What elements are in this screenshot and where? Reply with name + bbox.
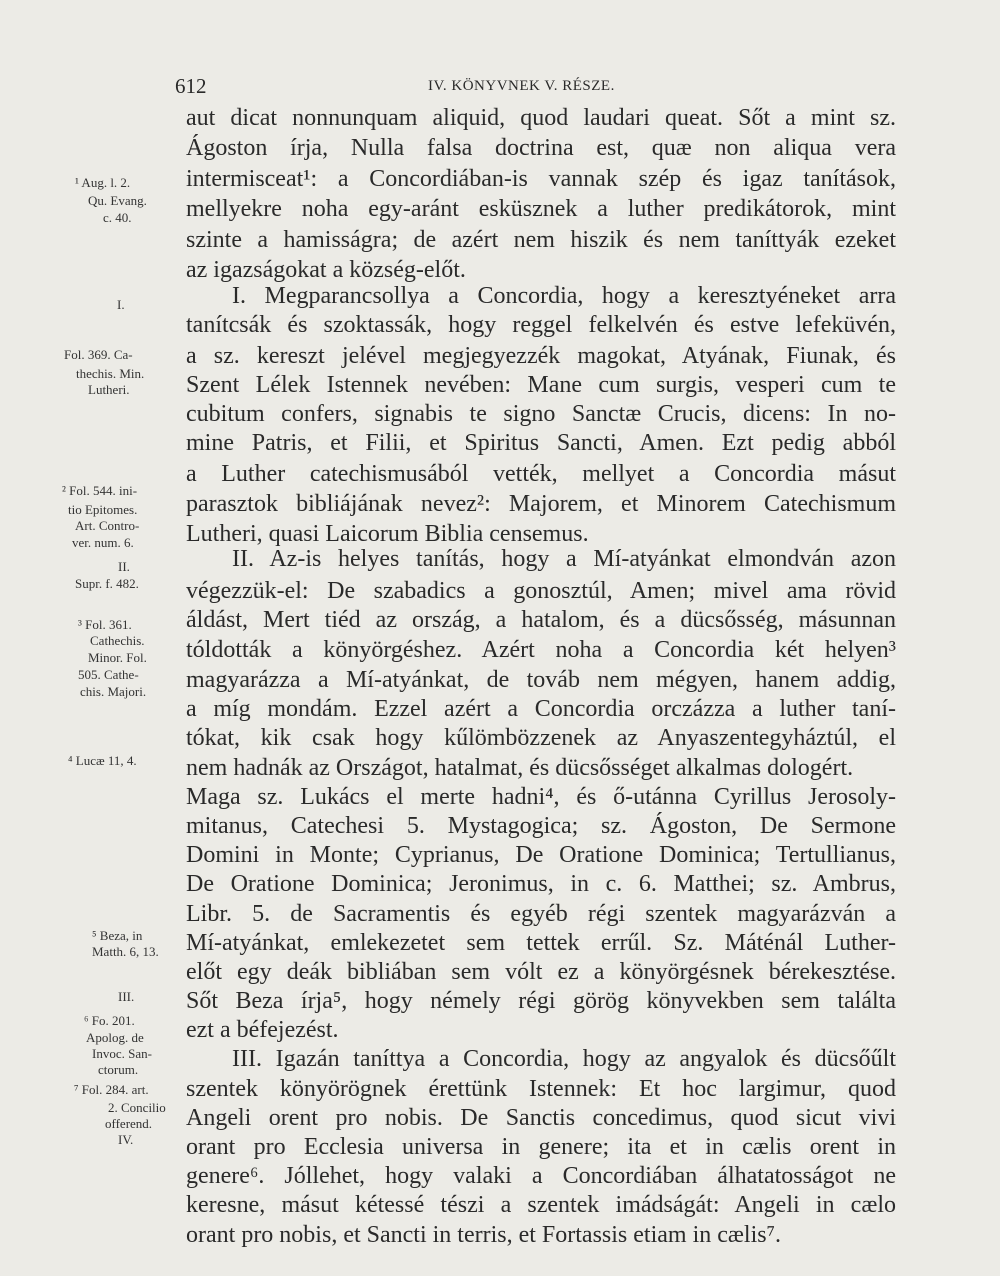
text-line-content: áldást, Mert tiéd az ország, a hatalom, és a dücsősség, másunnan [186, 607, 896, 633]
text-line [0, 898, 1000, 930]
text-line [0, 309, 1000, 341]
text-line [0, 398, 1000, 430]
text-line [0, 1014, 1000, 1046]
margin-note: ⁶ Fo. 201. [84, 1013, 135, 1028]
text-line-content: orant pro Ecclesia universa in genere; ita et in cælis orent in [186, 1134, 896, 1160]
text-line-content: ezt a béfejezést. [186, 1017, 339, 1043]
margin-note: Fol. 369. Ca- [64, 347, 133, 362]
text-line [0, 722, 1000, 754]
text-line-content: szinte a hamisságra; de azért nem hiszik és nem taníttyák ezeket [186, 227, 896, 253]
text-line [0, 1189, 1000, 1221]
text-line [0, 280, 1000, 312]
text-line [0, 543, 1000, 575]
text-line-content: szentek könyörögnek érettünk Istennek: Et hoc largimur, quod [186, 1076, 896, 1102]
text-line [0, 369, 1000, 401]
margin-note: 505. Cathe- [78, 667, 139, 682]
text-line-content: az igazságokat a község-előt. [186, 257, 466, 283]
text-line [0, 458, 1000, 490]
text-line-content: Angeli orent pro nobis. De Sanctis concedimus, quod sicut vivi [186, 1105, 896, 1131]
text-line [0, 224, 1000, 256]
text-line-content: a míg mondám. Ezzel azért a Concordia orczázza a luther taní- [186, 696, 896, 722]
text-line [0, 488, 1000, 520]
text-line-content: genere⁶. Jóllehet, hogy valaki a Concordiában álhatatosságot ne [186, 1163, 896, 1189]
text-line [0, 810, 1000, 842]
margin-note: 2. Concilio [108, 1100, 166, 1115]
text-line [0, 163, 1000, 195]
margin-note: Lutheri. [88, 382, 130, 397]
text-line-content: Ágoston írja, Nulla falsa doctrina est, quæ non aliqua vera [186, 135, 896, 161]
text-line [0, 132, 1000, 164]
margin-note: Invoc. San- [92, 1046, 152, 1061]
margin-note: ² Fol. 544. ini- [62, 483, 138, 498]
text-line [0, 340, 1000, 372]
margin-note: c. 40. [103, 210, 132, 225]
text-line [0, 1160, 1000, 1192]
text-line [0, 956, 1000, 988]
text-line-content: mine Patris, et Filii, et Spiritus Sancti, Amen. Ezt pedig abból [186, 430, 896, 456]
running-head: IV. KÖNYVNEK V. RÉSZE. [428, 78, 615, 94]
margin-note: Matth. 6, 13. [92, 944, 159, 959]
text-line-content: cubitum confers, signabis te signo Sanctæ Crucis, dicens: In no- [186, 401, 896, 427]
text-line-content: mitanus, Catechesi 5. Mystagogica; sz. Ágoston, De Sermone [186, 813, 896, 839]
text-line [0, 752, 1000, 784]
margin-note: Qu. Evang. [88, 193, 147, 208]
text-line [0, 693, 1000, 725]
margin-note: ⁴ Lucæ 11, 4. [68, 753, 137, 768]
margin-note: III. [118, 989, 135, 1004]
page-header [0, 74, 1000, 104]
text-line-content: Domini in Monte; Cyprianus, De Oratione Dominica; Tertullianus, [186, 842, 896, 868]
text-line-content: nem hadnák az Országot, hatalmat, és dücsősséget alkalmas dologért. [186, 755, 854, 781]
margin-note: I. [117, 297, 125, 312]
margin-note: II. [118, 559, 130, 574]
text-line [0, 985, 1000, 1017]
text-line-content: De Oratione Dominica; Jeronimus, in c. 6. Matthei; sz. Ambrus, [186, 871, 896, 897]
margin-note: Apolog. de [86, 1030, 144, 1045]
margin-note: thechis. Min. [76, 366, 145, 381]
text-line-content: I. Megparancsollya a Concordia, hogy a keresztyéneket arra [232, 283, 896, 309]
margin-note: IV. [118, 1132, 134, 1147]
text-line-content: mellyekre noha egy-aránt esküsznek a luther predikátorok, mint [186, 196, 896, 222]
text-line-content: tanítcsák és szoktassák, hogy reggel felkelvén és estve lefeküvén, [186, 312, 896, 338]
text-line-content: Sőt Beza írja⁵, hogy némely régi görög könyvekben sem találta [186, 988, 896, 1014]
text-line [0, 868, 1000, 900]
text-line-content: tókat, kik csak hogy kűlömbözzenek az Anyaszentegyháztúl, el [186, 725, 896, 751]
margin-note: Supr. f. 482. [75, 576, 139, 591]
margin-note: ³ Fol. 361. [78, 617, 132, 632]
text-line [0, 604, 1000, 636]
margin-note: ⁵ Beza, in [92, 928, 143, 943]
text-line [0, 634, 1000, 666]
text-line [0, 1219, 1000, 1251]
text-line-content: tóldották a könyörgéshez. Azért noha a Concordia két helyen³ [186, 637, 896, 663]
text-line-content: III. Igazán taníttya a Concordia, hogy az angyalok és dücsőűlt [232, 1046, 896, 1072]
page-number: 612 [175, 74, 207, 98]
text-line-content: a Luther catechismusából vették, mellyet a Concordia másut [186, 461, 896, 487]
text-line-content: végezzük-el: De szabadics a gonosztúl, Amen; mivel ama rövid [186, 578, 896, 604]
margin-note: offerend. [105, 1116, 153, 1131]
margin-note: ctorum. [98, 1062, 139, 1077]
text-line-content: előt egy deák bibliában sem vólt ez a könyörgésnek bérekesztése. [186, 959, 896, 985]
margin-note: Art. Contro- [75, 518, 140, 533]
margin-note: ⁷ Fol. 284. art. [74, 1082, 149, 1097]
text-line [0, 427, 1000, 459]
text-line-content: Libr. 5. de Sacramentis és egyéb régi szentek magyarázván a [186, 901, 896, 927]
text-line [0, 193, 1000, 225]
text-line-content: Mí-atyánkat, emlekezetet sem tettek errűl. Sz. Máténál Luther- [186, 930, 896, 956]
margin-note: chis. Majori. [80, 684, 147, 699]
text-line-content: a sz. kereszt jelével megjegyezzék magokat, Atyának, Fiunak, és [186, 343, 896, 369]
margin-note: Cathechis. [90, 633, 145, 648]
text-line [0, 664, 1000, 696]
text-line [0, 102, 1000, 134]
text-line-content: keresne, másut kétessé tészi a szentek imádságát: Angeli in cælo [186, 1192, 896, 1218]
text-line [0, 781, 1000, 813]
margin-note: ¹ Aug. l. 2. [75, 175, 131, 190]
text-line-content: parasztok bibliájának nevez²: Majorem, et Minorem Catechismum [186, 491, 896, 517]
text-line [0, 839, 1000, 871]
text-line-content: Szent Lélek Istennek nevében: Mane cum surgis, vesperi cum te [186, 372, 896, 398]
text-line [0, 575, 1000, 607]
text-line-content: Lutheri, quasi Laicorum Biblia censemus. [186, 521, 589, 547]
margin-note: tio Epitomes. [68, 502, 138, 517]
text-line-content: Maga sz. Lukács el merte hadni⁴, és ő-utánna Cyrillus Jerosoly- [186, 784, 896, 810]
margin-note: ver. num. 6. [72, 535, 134, 550]
text-line [0, 1131, 1000, 1163]
text-line-content: aut dicat nonnunquam aliquid, quod laudari queat. Sőt a mint sz. [186, 105, 896, 131]
text-line-content: magyarázza a Mí-atyánkat, de továb nem mégyen, hanem addig, [186, 667, 896, 693]
text-line-content: orant pro nobis, et Sancti in terris, et Fortassis etiam in cælis⁷. [186, 1222, 781, 1248]
text-line-content: intermisceat¹: a Concordiában-is vannak szép és igaz tanítások, [186, 166, 896, 192]
margin-note: Minor. Fol. [88, 650, 147, 665]
text-line-content: II. Az-is helyes tanítás, hogy a Mí-atyánkat elmondván azon [232, 546, 896, 572]
